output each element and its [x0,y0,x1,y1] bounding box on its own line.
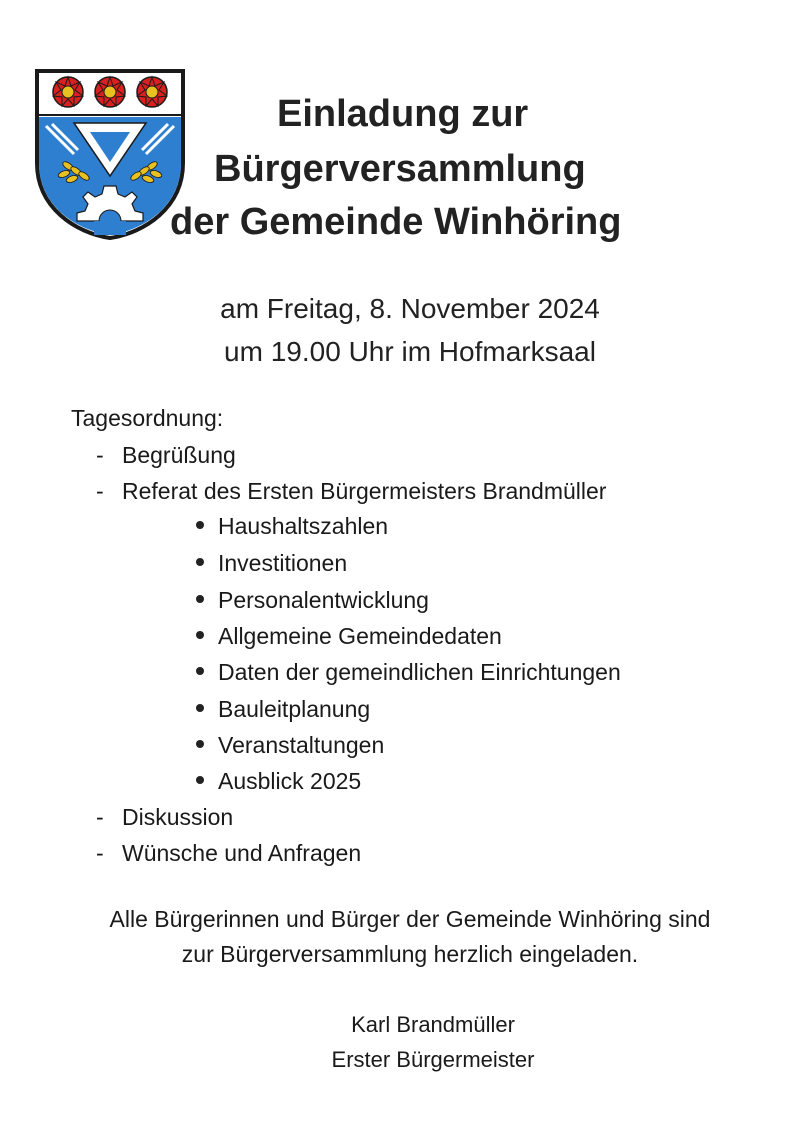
agenda-item [96,806,233,829]
title-line-1: Einladung zur [277,93,529,135]
agenda-subitem-label: Allgemeine Gemeindedaten [218,623,502,649]
agenda-item-label: Referat des Ersten Bürgermeisters Brandmüller [122,478,607,504]
agenda-subitem-label: Daten der gemeindlichen Einrichtungen [218,659,621,685]
agenda-subitem [196,661,621,684]
rose-icon [95,77,125,107]
dash-marker: - [96,840,104,866]
title-line-3: der Gemeinde Winhöring [170,201,622,243]
closing-line-2: zur Bürgerversammlung herzlich eingeladen. [181,941,639,967]
agenda-item-label: Begrüßung [122,442,236,468]
agenda-item-label: Diskussion [122,804,234,830]
rose-icon [137,77,167,107]
agenda-item-label: Wünsche und Anfragen [122,840,362,866]
agenda-subitem [196,698,370,721]
event-date: am Freitag, 8. November 2024 [220,293,600,324]
agenda-item [96,480,606,503]
bullet-icon [196,667,204,675]
bullet-icon [196,595,204,603]
bullet-icon [196,558,204,566]
dash-marker: - [96,804,104,830]
bullet-icon [196,704,204,712]
agenda-subitem [196,734,384,757]
agenda-subitem-label: Investitionen [218,550,348,576]
agenda-subitem-label: Veranstaltungen [218,732,385,758]
agenda-subitem [196,770,361,793]
title-line-2: Bürgerversammlung [214,148,586,190]
agenda-subitem [196,552,347,575]
bullet-icon [196,521,204,529]
bullet-icon [196,631,204,639]
coat-of-arms-logo [34,68,186,240]
agenda-subitem [196,589,429,612]
event-time-place: um 19.00 Uhr im Hofmarksaal [224,336,596,367]
agenda-subitem [196,625,502,648]
bullet-icon [196,740,204,748]
agenda-subitem-label: Personalentwicklung [218,587,429,613]
signature-name: Karl Brandmüller [351,1012,515,1037]
dash-marker: - [96,478,104,504]
agenda-subitem-label: Ausblick 2025 [218,768,362,794]
bullet-icon [196,776,204,784]
agenda-subitem-label: Haushaltszahlen [218,513,389,539]
agenda-subitem-label: Bauleitplanung [218,696,371,722]
closing-line-1: Alle Bürgerinnen und Bürger der Gemeinde Winhöring sind [109,906,711,932]
agenda-subitem [196,515,388,538]
rose-icon [53,77,83,107]
agenda-heading: Tagesordnung: [71,405,224,431]
agenda-item [96,444,236,467]
agenda-item [96,842,361,865]
dash-marker: - [96,442,104,468]
signature-role: Erster Bürgermeister [331,1047,535,1072]
